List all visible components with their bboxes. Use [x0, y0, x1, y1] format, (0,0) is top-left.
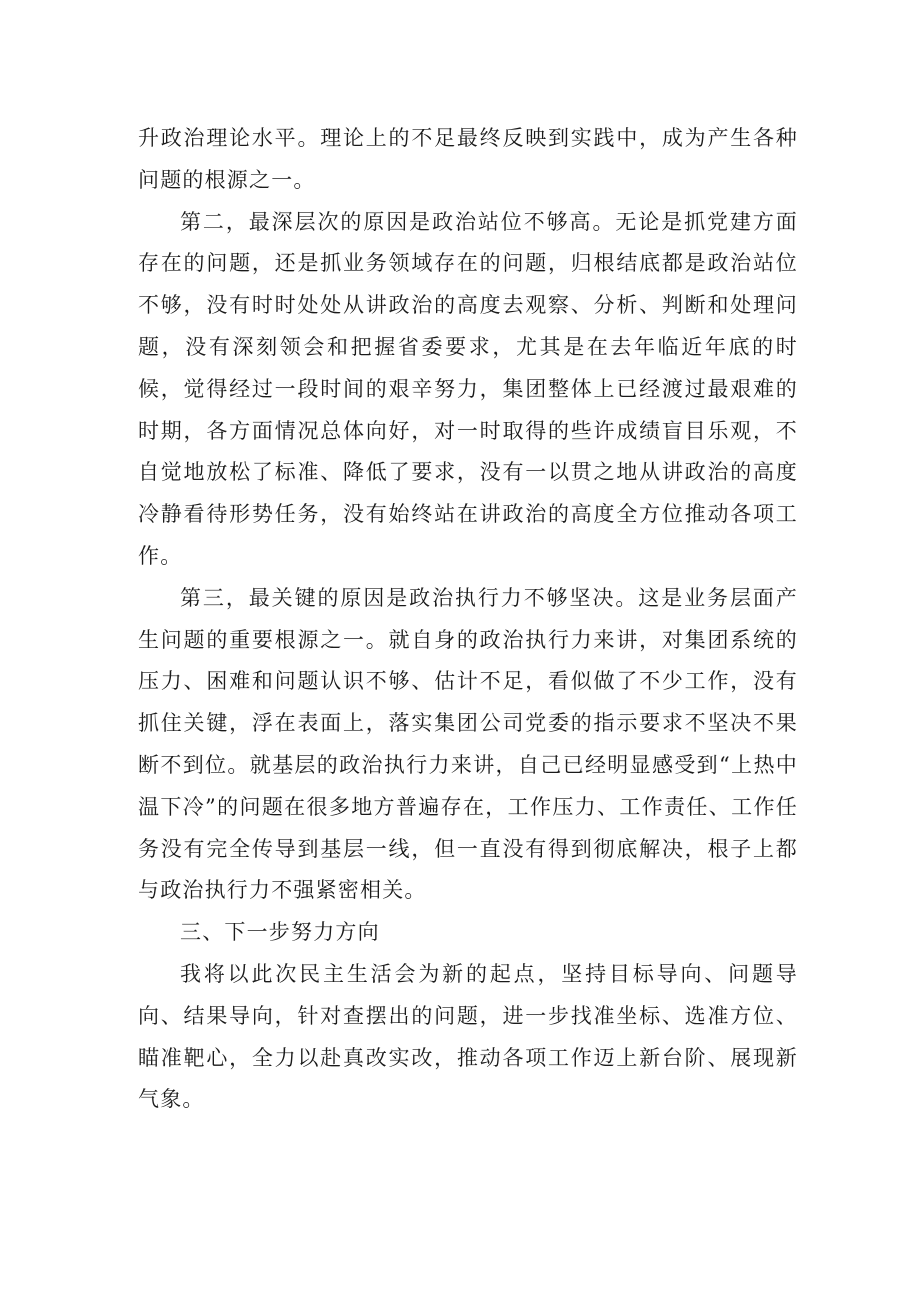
paragraph-third-reason: 第三，最关键的原因是政治执行力不够坚决。这是业务层面产生问题的重要根源之一。就自身的政治执行力来讲，对集团系统的压力、困难和问题认识不够、估计不足，看似做了不少工作，没有抓住关键，浮在表面上，落实集团公司党委的指示要求不坚决不果断不到位。就基层的政治执行力来讲，自己已经明显感受到“上热中温下冷”的问题在很多地方普遍存在，工作压力、工作责任、工作任务没有完全传导到基层一线，但一直没有得到彻底解决，根子上都与政治执行力不强紧密相关。: [138, 585, 798, 903]
paragraph-second-reason: 第二，最深层次的原因是政治站位不够高。无论是抓党建方面存在的问题，还是抓业务领域存在的问题，归根结底都是政治站位不够，没有时时处处从讲政治的高度去观察、分析、判断和处理问题，没有深刻领会和把握省委要求，尤其是在去年临近年底的时候，觉得经过一段时间的艰辛努力，集团整体上已经渡过最艰难的时期，各方面情况总体向好，对一时取得的些许成绩盲目乐观，不自觉地放松了标准、降低了要求，没有一以贯之地从讲政治的高度冷静看待形势任务，没有始终站在讲政治的高度全方位推动各项工作。: [138, 209, 798, 568]
paragraph-continuation: 升政治理论水平。理论上的不足最终反映到实践中，成为产生各种问题的根源之一。: [138, 126, 798, 192]
paragraph-next-steps: 我将以此次民主生活会为新的起点，坚持目标导向、问题导向、结果导向，针对查摆出的问题，进一步找准坐标、选准方位、瞄准靶心，全力以赴真改实改，推动各项工作迈上新台阶、展现新气象。: [138, 961, 798, 1112]
section-heading: 三、下一步努力方向: [180, 920, 380, 945]
document-body: [138, 118, 798, 1121]
